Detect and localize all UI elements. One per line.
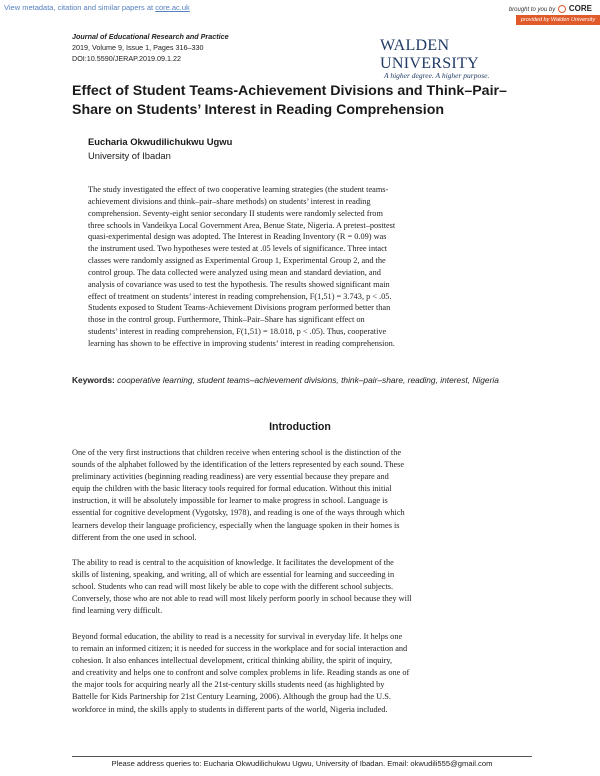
paragraph-line: the major tools for acquiring nearly all the 21st-century skills students need (as highlighted by — [72, 680, 385, 690]
abstract-line: effect of treatment on students’ interest in reading comprehension, F(1,51) = 3.743, p < .05. — [88, 291, 392, 301]
core-site-link[interactable]: core.ac.uk — [155, 3, 190, 12]
abstract-line: The study investigated the effect of two cooperative learning strategies (the student teams- — [88, 185, 389, 194]
paragraph-line: One of the very first instructions that children receive when entering school is the distinction of the — [72, 448, 402, 457]
intro-paragraph-2 — [72, 557, 532, 617]
abstract-line: three schools in Vandeikya Local Government Area, Benue State, Nigeria. A pretest–posttest — [88, 220, 396, 230]
paragraph-line: Battelle for Kids Partnership for 21st Century Learning, 2006). Although the group had the U.S. — [72, 692, 391, 702]
abstract — [88, 184, 520, 350]
abstract-line: achievement divisions and think–pair–share methods) on students’ interest in reading — [88, 196, 371, 206]
core-logo-icon — [558, 5, 566, 13]
abstract-line: analysis of covariance was used to test the hypothesis. The results showed significant main — [88, 279, 390, 289]
paragraph-line: instruction, it will be absolutely impossible for learner to make progress in school. Language is — [72, 496, 388, 506]
core-banner — [0, 0, 600, 26]
abstract-line: comprehension. Seventy-eight senior secondary II students were randomly selected from — [88, 208, 383, 218]
paragraph-line: essential for cognitive development (Vygotsky, 1978), and reading is one of the ways through which — [72, 508, 405, 518]
journal-name: Journal of Educational Research and Practice — [72, 32, 229, 41]
paragraph-line: Beyond formal education, the ability to read is a necessity for survival in everyday life. It helps one — [72, 632, 403, 641]
publisher-logo — [380, 37, 530, 80]
paragraph-line: to remain an informed citizen; it is needed for success in the workplace and for social interaction and — [72, 644, 408, 654]
abstract-line: students’ interest in reading comprehension, F(1,51) = 18.018, p < .05). Thus, cooperative — [88, 327, 387, 337]
paragraph-line: preliminary activities (beginning reading readiness) are very essential because they prepare and — [72, 472, 389, 482]
abstract-line: learning has shown to be effective in improving students’ interest in reading comprehension. — [88, 338, 395, 348]
paragraph-line: The ability to read is central to the acquisition of knowledge. It facilitates the development of the — [72, 558, 394, 567]
core-brought-by-text: brought to you by — [508, 7, 556, 13]
core-view-link-prefix: View metadata, citation and similar papers at — [4, 3, 156, 12]
article-title: Effect of Student Teams-Achievement Divisions and Think–Pair–Share on Students’ Interest in Reading Comprehension — [72, 83, 507, 118]
paragraph-line: school. Students who can read will most likely be able to cope with the different school subjects. — [72, 582, 394, 592]
abstract-line: control group. The data collected were analyzed using mean and standard deviation, and — [88, 267, 381, 277]
core-provided-by[interactable]: provided by Walden University — [516, 15, 600, 25]
keywords-text: cooperative learning, student teams–achievement divisions, think–pair–share, reading, interest, Nigeria — [117, 375, 499, 385]
article-affiliation: University of Ibadan — [88, 150, 171, 161]
article-author: Eucharia Okwudilichukwu Ugwu — [88, 136, 233, 147]
core-view-link[interactable] — [4, 3, 190, 12]
section-heading-introduction: Introduction — [269, 421, 331, 433]
abstract-line: the instrument used. Two hypotheses were tested at .05 levels of significance. Three intact — [88, 244, 388, 254]
paragraph-line: workforce in mind, the skills apply to students in different parts of the world, Nigeria included. — [72, 704, 388, 714]
footer-divider — [72, 756, 532, 757]
paragraph-line: equip the children with the basic literacy tools required for formal education. Without this initial — [72, 484, 392, 494]
paragraph-line: sounds of the alphabet followed by the identification of the letters represented by each sound. These — [72, 460, 405, 470]
intro-paragraph-3 — [72, 631, 532, 716]
footer-contact: Please address queries to: Eucharia Okwudilichukwu Ugwu, University of Ibadan. Email: okwudili555@gmail.com — [111, 759, 493, 768]
publisher-tagline: A higher degree. A higher purpose. — [384, 71, 490, 80]
core-logo-text[interactable]: CORE — [568, 4, 592, 13]
abstract-line: classes were randomly assigned as Experimental Group 1, Experimental Group 2, and the — [88, 256, 386, 266]
paragraph-line: Conversely, those who are not able to read will most likely perform poorly in school because they will — [72, 594, 412, 604]
core-brought-by — [509, 4, 592, 13]
journal-doi[interactable]: DOI:10.5590/JERAP.2019.09.1.22 — [72, 54, 181, 63]
journal-issue: 2019, Volume 9, Issue 1, Pages 316–330 — [72, 43, 204, 52]
paragraph-line: cohesion. It also enhances intellectual development, critical thinking ability, the spirit of inquiry, — [72, 656, 393, 666]
keywords — [72, 374, 532, 386]
paragraph-line: skills of listening, speaking, and writing, all of which are essential for learning and succeeding in — [72, 570, 395, 580]
paragraph-line: find learning very difficult. — [72, 606, 163, 616]
abstract-line: those in the control group. Furthermore, Think–Pair–Share has significant effect on — [88, 315, 365, 325]
keywords-label: Keywords: — [72, 375, 115, 385]
paragraph-line: different from the one used in school. — [72, 532, 197, 542]
publisher-name: WALDEN UNIVERSITY — [380, 37, 479, 72]
paragraph-line: and creativity and helps one to confront and solve complex problems in life. Reading stands as one of — [72, 668, 410, 678]
abstract-line: Students exposed to Student Teams-Achievement Divisions program performed better than — [88, 303, 391, 313]
paragraph-line: learners develop their language proficiency, especially when the language spoken in their homes is — [72, 520, 400, 530]
abstract-line: quasi-experimental design was adopted. The Interest in Reading Inventory (R = 0.09) was — [88, 232, 387, 242]
journal-info — [72, 31, 229, 64]
intro-paragraph-1 — [72, 447, 532, 544]
